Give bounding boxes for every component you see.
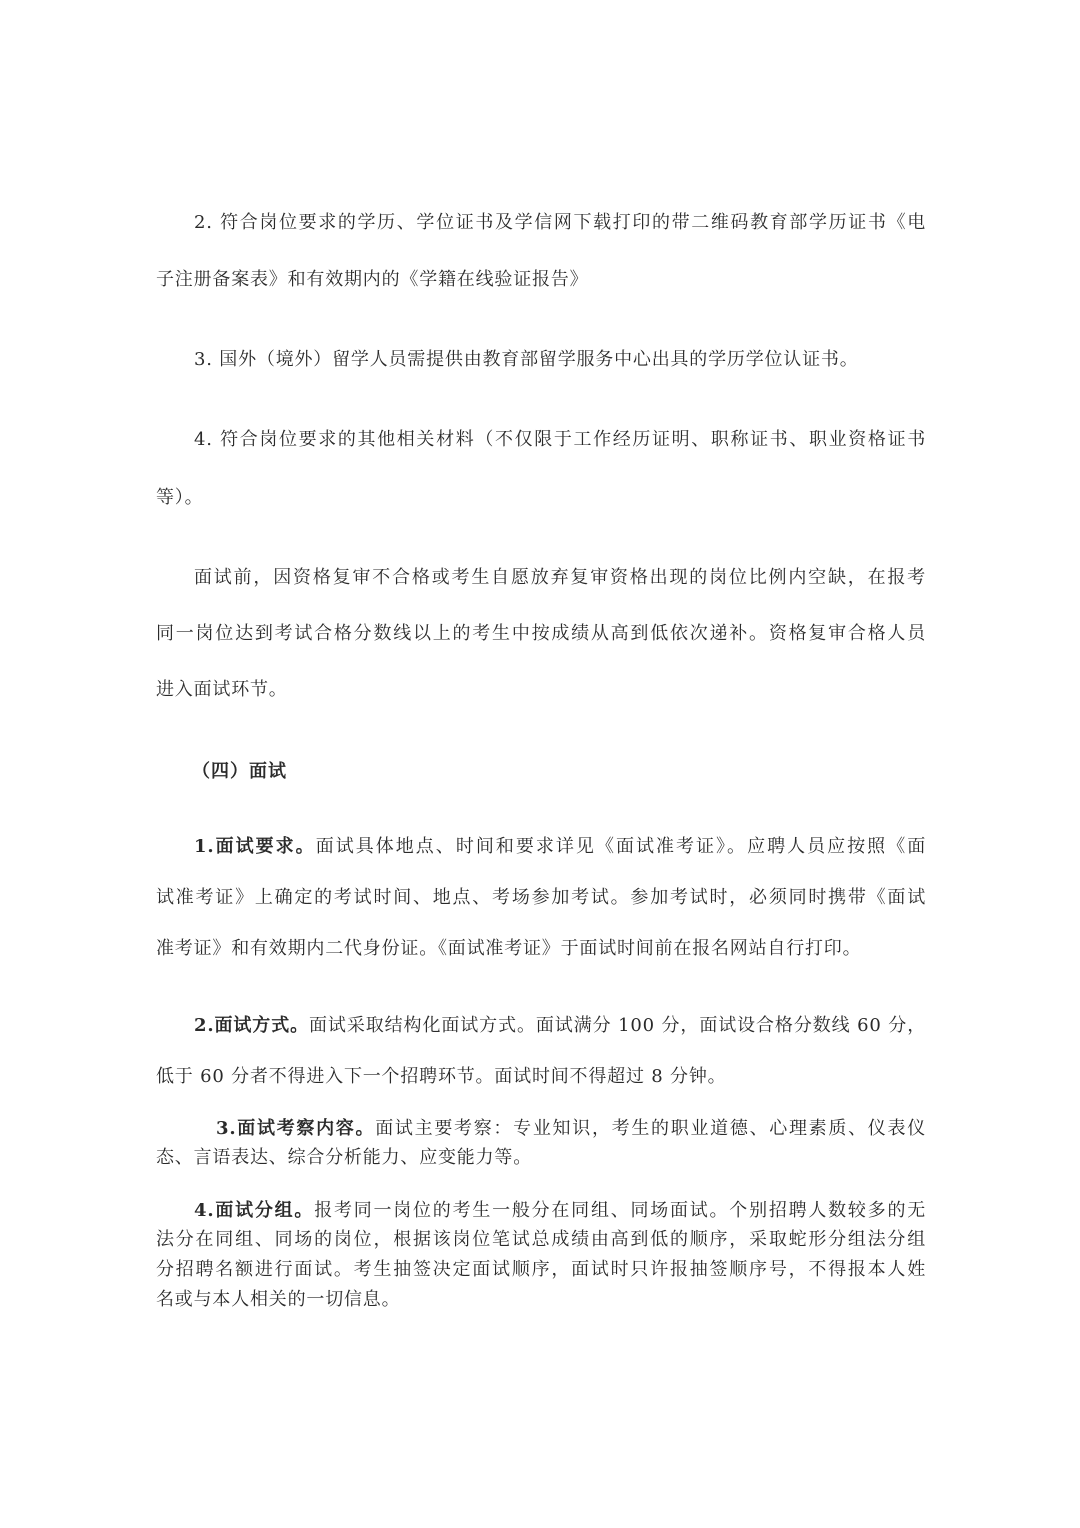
interview-grouping-line-3: 分招聘名额进行面试。考生抽签决定面试顺序，面试时只许报抽签顺序号，不得报本人姓: [156, 1259, 926, 1280]
interview-requirements-line-2: 试准考证》上确定的考试时间、地点、考场参加考试。参加考试时，必须同时携带《面试: [156, 887, 926, 908]
interview-requirements-line-1: [194, 835, 926, 859]
item-2-line-2: 子注册备案表》和有效期内的《学籍在线验证报告》: [156, 269, 589, 290]
interview-requirements-title: 1.面试要求。: [194, 836, 316, 857]
interview-requirements-text: 面试具体地点、时间和要求详见《面试准考证》。应聘人员应按照《面: [315, 836, 927, 857]
interview-method-line-1: [194, 1014, 926, 1038]
interview-requirements-line-3: 准考证》和有效期内二代身份证。《面试准考证》于面试时间前在报名网站自行打印。: [156, 938, 862, 959]
interview-grouping-line-1: [194, 1199, 926, 1223]
item-4-line-2: 等）。: [156, 487, 204, 508]
interview-content-line-1: [216, 1117, 926, 1141]
interview-content-line-2: 态、言语表达、综合分析能力、应变能力等。: [156, 1147, 532, 1168]
interview-grouping-line-2: 法分在同组、同场的岗位，根据该岗位笔试总成绩由高到低的顺序，采取蛇形分组法分组: [156, 1229, 926, 1250]
item-2-line-1: 2. 符合岗位要求的学历、学位证书及学信网下载打印的带二维码教育部学历证书《电: [194, 212, 926, 233]
interview-grouping-line-4: 名或与本人相关的一切信息。: [156, 1289, 401, 1310]
section-heading: （四）面试: [192, 761, 287, 782]
item-4-line-1: 4. 符合岗位要求的其他相关材料（不仅限于工作经历证明、职称证书、职业资格证书: [194, 429, 926, 450]
interview-grouping-title: 4.面试分组。: [194, 1200, 315, 1221]
paragraph-line-2: 同一岗位达到考试合格分数线以上的考生中按成绩从高到低依次递补。资格复审合格人员: [156, 623, 926, 644]
interview-content-title: 3.面试考察内容。: [216, 1118, 376, 1139]
item-3-line-1: 3. 国外（境外）留学人员需提供由教育部留学服务中心出具的学历学位认证书。: [194, 349, 859, 370]
paragraph-line-3: 进入面试环节。: [156, 679, 288, 700]
interview-method-title: 2.面试方式。: [194, 1015, 310, 1036]
interview-content-text: 面试主要考察：专业知识，考生的职业道德、心理素质、仪表仪: [375, 1118, 926, 1139]
interview-method-text: 面试采取结构化面试方式。面试满分 100 分，面试设合格分数线 60 分，: [309, 1015, 927, 1036]
paragraph-line-1: 面试前，因资格复审不合格或考生自愿放弃复审资格出现的岗位比例内空缺，在报考: [194, 567, 926, 588]
interview-grouping-text: 报考同一岗位的考生一般分在同组、同场面试。个别招聘人数较多的无: [314, 1200, 927, 1221]
interview-method-line-2: 低于 60 分者不得进入下一个招聘环节。面试时间不得超过 8 分钟。: [156, 1066, 727, 1087]
